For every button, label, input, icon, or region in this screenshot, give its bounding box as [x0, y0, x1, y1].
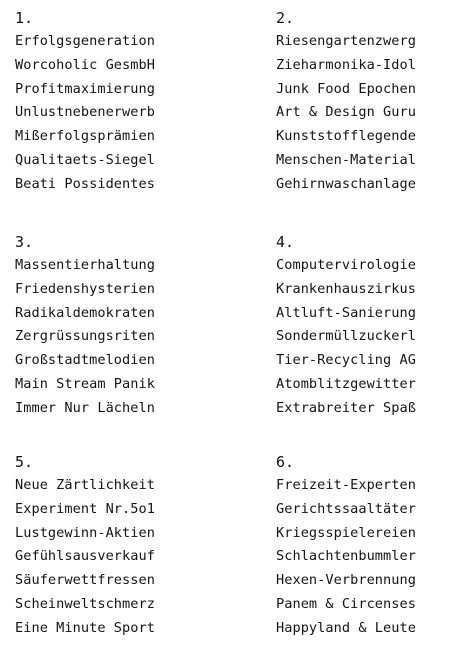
list-item: Worcoholic GesmbH [15, 56, 155, 73]
list-item: Lustgewinn-Aktien [15, 524, 155, 541]
list-item: Happyland & Leute [276, 619, 416, 636]
list-item: Radikaldemokraten [15, 304, 155, 321]
list-item: Tier-Recycling AG [276, 352, 416, 369]
list-item: Scheinweltschmerz [15, 595, 155, 612]
list-item: Qualitaets-Siegel [15, 151, 155, 168]
list-item: Krankenhauszirkus [276, 280, 416, 297]
list-item: Kriegsspielereien [276, 524, 416, 541]
list-block-6 [276, 450, 473, 641]
list-item: Zergrüssungsriten [15, 328, 155, 345]
list-item: Profitmaximierung [15, 80, 155, 97]
list-item: Gehirnwaschanlage [276, 175, 416, 192]
list-item: Hexen-Verbrennung [276, 572, 416, 589]
list-number: 1. [15, 9, 34, 27]
list-item: Extrabreiter Spaß [276, 399, 416, 416]
list-item: Beati Possidentes [15, 175, 155, 192]
list-item: Experiment Nr.5o1 [15, 500, 155, 517]
list-item: Schlachtenbummler [276, 548, 416, 565]
list-item: Kunststofflegende [276, 128, 416, 145]
list-item: Massentierhaltung [15, 257, 155, 273]
list-block-4 [276, 230, 473, 421]
list-block-1 [15, 6, 230, 197]
list-item: Mißerfolgsprämien [15, 128, 155, 145]
list-item: Riesengartenzwerg [276, 33, 416, 49]
list-item: Computervirologie [276, 257, 416, 273]
list-block-5 [15, 450, 230, 641]
list-item: Säuferwettfressen [15, 572, 155, 589]
list-item: Atomblitzgewitter [276, 375, 416, 392]
list-item: Großstadtmelodien [15, 352, 155, 369]
list-item: Neue Zärtlichkeit [15, 477, 155, 493]
list-item: Altluft-Sanierung [276, 304, 416, 321]
list-number: 5. [15, 453, 34, 471]
list-item: Panem & Circenses [276, 595, 416, 612]
list-item: Junk Food Epochen [276, 80, 416, 97]
list-item: Sondermüllzuckerl [276, 328, 416, 345]
list-item: Gerichtssaaltäter [276, 500, 416, 517]
list-number: 4. [276, 233, 295, 251]
list-item: Gefühlsausverkauf [15, 548, 155, 565]
list-number: 3. [15, 233, 34, 251]
list-item: Art & Design Guru [276, 104, 416, 121]
list-item: Eine Minute Sport [15, 619, 155, 636]
list-item: Zieharmonika-Idol [276, 56, 416, 73]
list-item: Main Stream Panik [15, 375, 155, 392]
list-item: Friedenshysterien [15, 280, 155, 297]
list-number: 6. [276, 453, 295, 471]
list-block-3 [15, 230, 230, 421]
list-item: Freizeit-Experten [276, 477, 416, 493]
list-item: Unlustnebenerwerb [15, 104, 155, 121]
list-number: 2. [276, 9, 295, 27]
list-block-2 [276, 6, 473, 197]
list-item: Erfolgsgeneration [15, 33, 155, 49]
list-item: Menschen-Material [276, 151, 416, 168]
list-item: Immer Nur Lächeln [15, 399, 155, 416]
